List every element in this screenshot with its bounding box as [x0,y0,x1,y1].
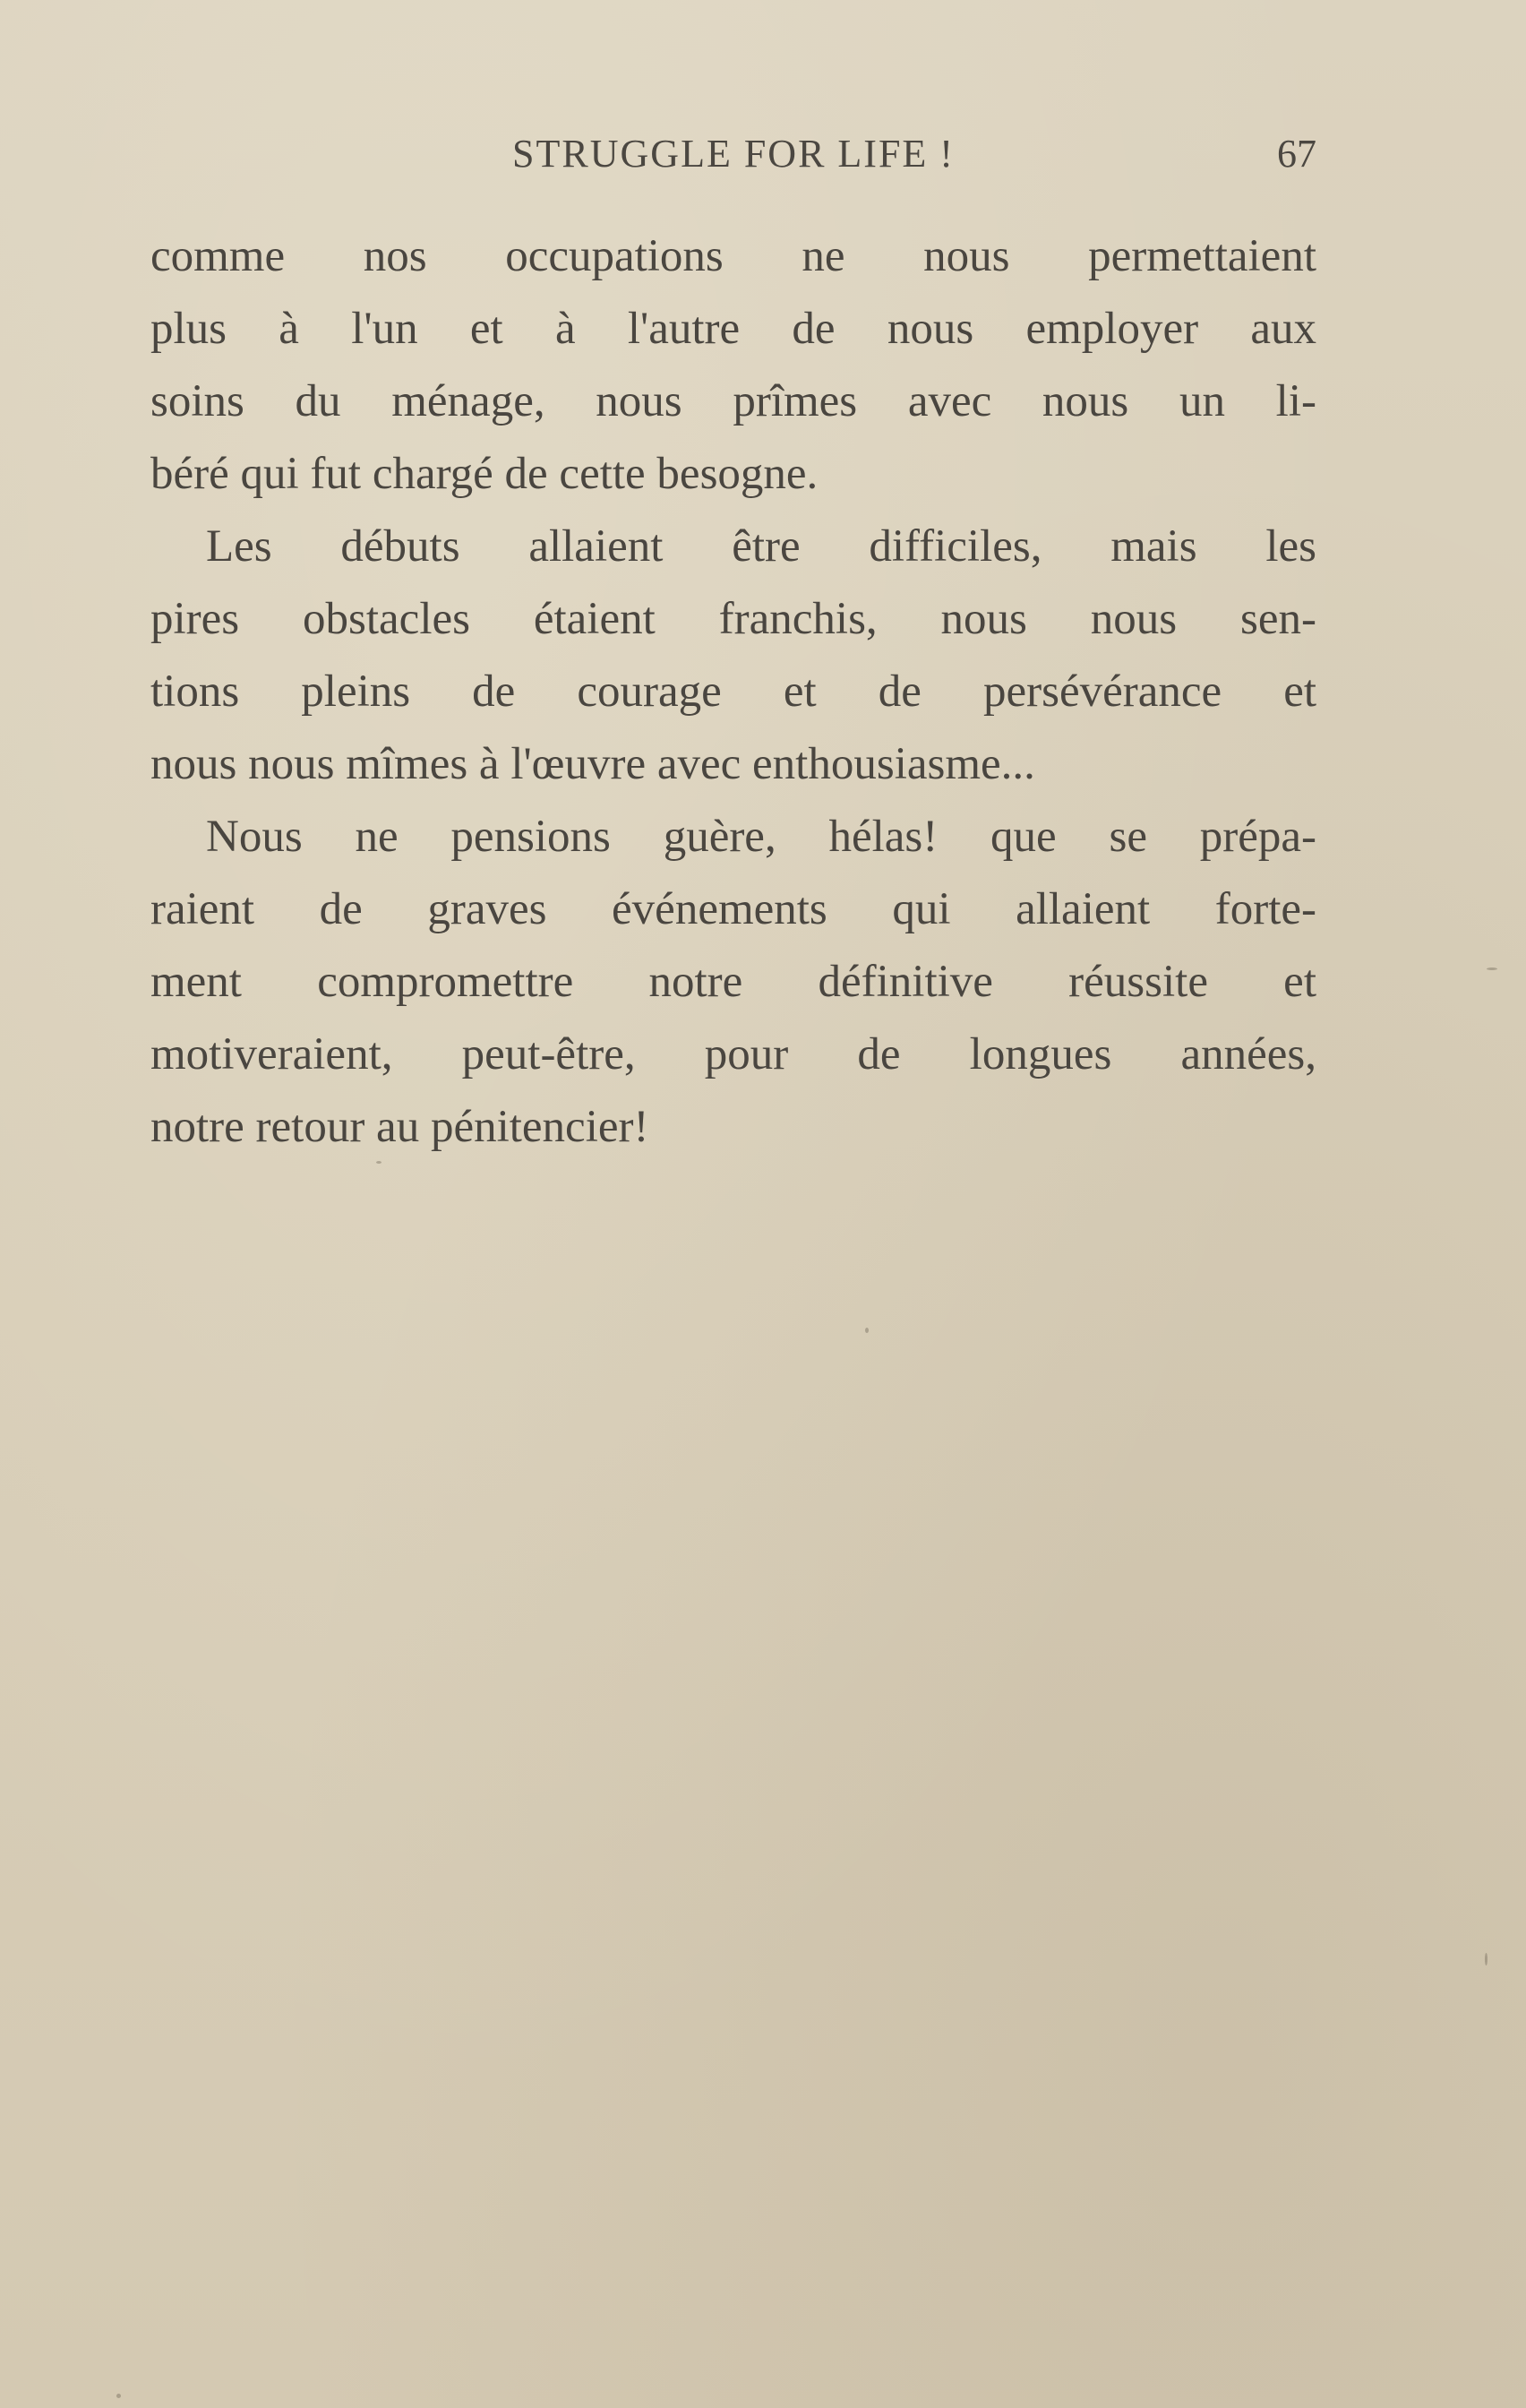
page-number: 67 [1277,132,1316,176]
text-line: Les débuts allaient être difficiles, mais les [206,521,1316,572]
paper-speck [116,2394,121,2398]
text-line: plus à l'un et à l'autre de nous employer aux [150,304,1316,354]
paragraph-3 [150,801,1316,1164]
paper-speck [376,1161,382,1164]
text-line: raient de graves événements qui allaient forte- [150,884,1316,934]
text-line: tions pleins de courage et de persévérance et [150,666,1316,717]
text-line: Nous ne pensions guère, hélas! que se prépa- [206,812,1316,862]
running-head-title: STRUGGLE FOR LIFE ! [512,132,955,176]
paper-speck [1485,1953,1487,1965]
paper-speck [865,1328,869,1333]
text-line: motiveraient, peut-être, pour de longues années, [150,1029,1316,1079]
paragraph-1 [150,220,1316,511]
body-text [150,220,1316,1164]
paragraph-2 [150,511,1316,801]
text-line: pires obstacles étaient franchis, nous nous sen- [150,594,1316,644]
text-line: notre retour au pénitencier! [150,1102,649,1152]
text-line: nous nous mîmes à l'œuvre avec enthousiasme... [150,739,1035,789]
paper-speck [1487,968,1497,970]
text-line: soins du ménage, nous prîmes avec nous un li- [150,376,1316,426]
text-line: ment compromettre notre définitive réussite et [150,957,1316,1007]
text-line: comme nos occupations ne nous permettaient [150,231,1316,281]
text-line: béré qui fut chargé de cette besogne. [150,449,819,499]
running-head [150,131,1316,185]
